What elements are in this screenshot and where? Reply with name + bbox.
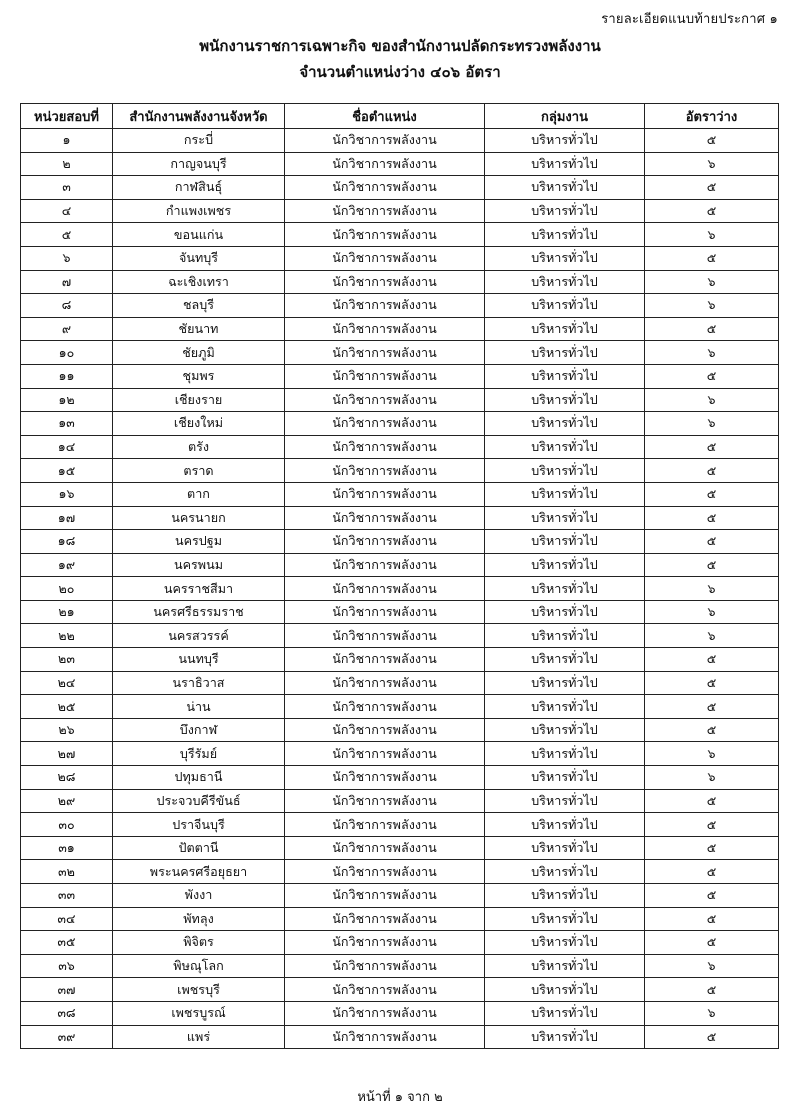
vacancy-table <box>20 103 779 1049</box>
exam-unit-cell: ๑๙ <box>21 553 113 577</box>
position-cell: นักวิชาการพลังงาน <box>285 766 485 790</box>
table-row <box>21 294 779 318</box>
vacancy-count-cell: ๖ <box>645 223 779 247</box>
exam-unit-cell: ๓๙ <box>21 1025 113 1049</box>
exam-unit-cell: ๒๑ <box>21 600 113 624</box>
province-cell: พิษณุโลก <box>113 954 285 978</box>
table-row <box>21 978 779 1002</box>
position-cell: นักวิชาการพลังงาน <box>285 789 485 813</box>
exam-unit-cell: ๑ <box>21 129 113 153</box>
table-row <box>21 624 779 648</box>
table-row <box>21 129 779 153</box>
vacancy-count-cell: ๖ <box>645 341 779 365</box>
exam-unit-cell: ๔ <box>21 199 113 223</box>
exam-unit-cell: ๑๕ <box>21 459 113 483</box>
vacancy-count-cell: ๕ <box>645 789 779 813</box>
position-cell: นักวิชาการพลังงาน <box>285 907 485 931</box>
position-cell: นักวิชาการพลังงาน <box>285 388 485 412</box>
work-group-cell: บริหารทั่วไป <box>485 459 645 483</box>
vacancy-count-cell: ๕ <box>645 860 779 884</box>
vacancy-count-cell: ๕ <box>645 671 779 695</box>
column-header-vacancies: อัตราว่าง <box>645 104 779 129</box>
exam-unit-cell: ๓๕ <box>21 931 113 955</box>
table-row <box>21 270 779 294</box>
work-group-cell: บริหารทั่วไป <box>485 648 645 672</box>
exam-unit-cell: ๒๗ <box>21 742 113 766</box>
province-cell: ชลบุรี <box>113 294 285 318</box>
work-group-cell: บริหารทั่วไป <box>485 742 645 766</box>
vacancy-count-cell: ๕ <box>645 530 779 554</box>
vacancy-count-cell: ๕ <box>645 978 779 1002</box>
exam-unit-cell: ๑๐ <box>21 341 113 365</box>
vacancy-count-cell: ๖ <box>645 152 779 176</box>
province-cell: นนทบุรี <box>113 648 285 672</box>
work-group-cell: บริหารทั่วไป <box>485 884 645 908</box>
province-cell: น่าน <box>113 695 285 719</box>
exam-unit-cell: ๒๘ <box>21 766 113 790</box>
province-cell: พัทลุง <box>113 907 285 931</box>
column-header-provincial-office: สำนักงานพลังงานจังหวัด <box>113 104 285 129</box>
vacancy-count-cell: ๕ <box>645 176 779 200</box>
position-cell: นักวิชาการพลังงาน <box>285 246 485 270</box>
work-group-cell: บริหารทั่วไป <box>485 482 645 506</box>
vacancy-count-cell: ๖ <box>645 1001 779 1025</box>
work-group-cell: บริหารทั่วไป <box>485 176 645 200</box>
vacancy-count-cell: ๖ <box>645 624 779 648</box>
vacancy-count-cell: ๖ <box>645 294 779 318</box>
province-cell: ปัตตานี <box>113 836 285 860</box>
vacancy-count-cell: ๕ <box>645 884 779 908</box>
exam-unit-cell: ๓๑ <box>21 836 113 860</box>
exam-unit-cell: ๒๓ <box>21 648 113 672</box>
position-cell: นักวิชาการพลังงาน <box>285 176 485 200</box>
work-group-cell: บริหารทั่วไป <box>485 1001 645 1025</box>
table-row <box>21 435 779 459</box>
province-cell: ตราด <box>113 459 285 483</box>
province-cell: ฉะเชิงเทรา <box>113 270 285 294</box>
position-cell: นักวิชาการพลังงาน <box>285 813 485 837</box>
work-group-cell: บริหารทั่วไป <box>485 223 645 247</box>
vacancy-count-cell: ๖ <box>645 600 779 624</box>
province-cell: กาฬสินธุ์ <box>113 176 285 200</box>
province-cell: ชัยภูมิ <box>113 341 285 365</box>
position-cell: นักวิชาการพลังงาน <box>285 435 485 459</box>
table-row <box>21 317 779 341</box>
position-cell: นักวิชาการพลังงาน <box>285 506 485 530</box>
table-row <box>21 600 779 624</box>
exam-unit-cell: ๒๕ <box>21 695 113 719</box>
position-cell: นักวิชาการพลังงาน <box>285 742 485 766</box>
position-cell: นักวิชาการพลังงาน <box>285 553 485 577</box>
position-cell: นักวิชาการพลังงาน <box>285 223 485 247</box>
position-cell: นักวิชาการพลังงาน <box>285 577 485 601</box>
table-row <box>21 907 779 931</box>
position-cell: นักวิชาการพลังงาน <box>285 152 485 176</box>
position-cell: นักวิชาการพลังงาน <box>285 600 485 624</box>
column-header-position: ชื่อตำแหน่ง <box>285 104 485 129</box>
exam-unit-cell: ๓๒ <box>21 860 113 884</box>
position-cell: นักวิชาการพลังงาน <box>285 648 485 672</box>
exam-unit-cell: ๑๓ <box>21 412 113 436</box>
work-group-cell: บริหารทั่วไป <box>485 1025 645 1049</box>
exam-unit-cell: ๑๗ <box>21 506 113 530</box>
province-cell: พิจิตร <box>113 931 285 955</box>
work-group-cell: บริหารทั่วไป <box>485 695 645 719</box>
work-group-cell: บริหารทั่วไป <box>485 836 645 860</box>
work-group-cell: บริหารทั่วไป <box>485 907 645 931</box>
province-cell: แพร่ <box>113 1025 285 1049</box>
table-row <box>21 1001 779 1025</box>
work-group-cell: บริหารทั่วไป <box>485 435 645 459</box>
work-group-cell: บริหารทั่วไป <box>485 530 645 554</box>
work-group-cell: บริหารทั่วไป <box>485 199 645 223</box>
table-row <box>21 789 779 813</box>
province-cell: พระนครศรีอยุธยา <box>113 860 285 884</box>
table-row <box>21 341 779 365</box>
exam-unit-cell: ๓๓ <box>21 884 113 908</box>
exam-unit-cell: ๓๘ <box>21 1001 113 1025</box>
table-row <box>21 246 779 270</box>
work-group-cell: บริหารทั่วไป <box>485 671 645 695</box>
vacancy-count-cell: ๖ <box>645 270 779 294</box>
table-row <box>21 954 779 978</box>
position-cell: นักวิชาการพลังงาน <box>285 199 485 223</box>
table-body <box>21 129 779 1049</box>
position-cell: นักวิชาการพลังงาน <box>285 954 485 978</box>
table-row <box>21 931 779 955</box>
work-group-cell: บริหารทั่วไป <box>485 813 645 837</box>
exam-unit-cell: ๑๑ <box>21 364 113 388</box>
work-group-cell: บริหารทั่วไป <box>485 506 645 530</box>
document-title: พนักงานราชการเฉพาะกิจ ของสำนักงานปลัดกระทรวงพลังงาน <box>199 37 601 55</box>
exam-unit-cell: ๒๒ <box>21 624 113 648</box>
vacancy-count-cell: ๕ <box>645 317 779 341</box>
province-cell: นราธิวาส <box>113 671 285 695</box>
table-row <box>21 506 779 530</box>
vacancy-count-cell: ๕ <box>645 246 779 270</box>
province-cell: ปทุมธานี <box>113 766 285 790</box>
province-cell: ชุมพร <box>113 364 285 388</box>
vacancy-count-cell: ๕ <box>645 364 779 388</box>
province-cell: นครศรีธรรมราช <box>113 600 285 624</box>
position-cell: นักวิชาการพลังงาน <box>285 718 485 742</box>
vacancy-count-cell: ๕ <box>645 482 779 506</box>
vacancy-count-cell: ๖ <box>645 742 779 766</box>
vacancy-count-cell: ๕ <box>645 836 779 860</box>
exam-unit-cell: ๓ <box>21 176 113 200</box>
exam-unit-cell: ๒๖ <box>21 718 113 742</box>
exam-unit-cell: ๑๖ <box>21 482 113 506</box>
table-row <box>21 223 779 247</box>
exam-unit-cell: ๙ <box>21 317 113 341</box>
exam-unit-cell: ๗ <box>21 270 113 294</box>
vacancy-count-cell: ๖ <box>645 577 779 601</box>
table-row <box>21 553 779 577</box>
province-cell: เชียงใหม่ <box>113 412 285 436</box>
work-group-cell: บริหารทั่วไป <box>485 624 645 648</box>
table-header-row <box>21 104 779 129</box>
vacancy-count-cell: ๕ <box>645 553 779 577</box>
province-cell: ประจวบคีรีขันธ์ <box>113 789 285 813</box>
table-row <box>21 388 779 412</box>
position-cell: นักวิชาการพลังงาน <box>285 317 485 341</box>
table-row <box>21 766 779 790</box>
work-group-cell: บริหารทั่วไป <box>485 766 645 790</box>
table-row <box>21 695 779 719</box>
vacancy-count-cell: ๕ <box>645 718 779 742</box>
work-group-cell: บริหารทั่วไป <box>485 388 645 412</box>
province-cell: กาญจนบุรี <box>113 152 285 176</box>
work-group-cell: บริหารทั่วไป <box>485 294 645 318</box>
exam-unit-cell: ๒๐ <box>21 577 113 601</box>
table-row <box>21 671 779 695</box>
exam-unit-cell: ๑๘ <box>21 530 113 554</box>
position-cell: นักวิชาการพลังงาน <box>285 624 485 648</box>
work-group-cell: บริหารทั่วไป <box>485 317 645 341</box>
position-cell: นักวิชาการพลังงาน <box>285 482 485 506</box>
vacancy-count-cell: ๖ <box>645 766 779 790</box>
work-group-cell: บริหารทั่วไป <box>485 789 645 813</box>
exam-unit-cell: ๓๐ <box>21 813 113 837</box>
work-group-cell: บริหารทั่วไป <box>485 931 645 955</box>
vacancy-count-cell: ๕ <box>645 695 779 719</box>
vacancy-count-cell: ๕ <box>645 1025 779 1049</box>
vacancy-count-cell: ๕ <box>645 129 779 153</box>
table-row <box>21 648 779 672</box>
vacancy-count-cell: ๖ <box>645 412 779 436</box>
work-group-cell: บริหารทั่วไป <box>485 954 645 978</box>
table-row <box>21 152 779 176</box>
table-row <box>21 199 779 223</box>
position-cell: นักวิชาการพลังงาน <box>285 364 485 388</box>
exam-unit-cell: ๑๔ <box>21 435 113 459</box>
exam-unit-cell: ๓๔ <box>21 907 113 931</box>
page-number: หน้าที่ ๑ จาก ๒ <box>357 1090 443 1105</box>
province-cell: ตรัง <box>113 435 285 459</box>
exam-unit-cell: ๓๖ <box>21 954 113 978</box>
table-row <box>21 459 779 483</box>
vacancy-count-cell: ๕ <box>645 648 779 672</box>
exam-unit-cell: ๘ <box>21 294 113 318</box>
exam-unit-cell: ๓๗ <box>21 978 113 1002</box>
position-cell: นักวิชาการพลังงาน <box>285 270 485 294</box>
work-group-cell: บริหารทั่วไป <box>485 246 645 270</box>
exam-unit-cell: ๒ <box>21 152 113 176</box>
position-cell: นักวิชาการพลังงาน <box>285 530 485 554</box>
province-cell: เพชรบูรณ์ <box>113 1001 285 1025</box>
table-row <box>21 860 779 884</box>
vacancy-count-cell: ๕ <box>645 506 779 530</box>
column-header-exam-unit: หน่วยสอบที่ <box>21 104 113 129</box>
position-cell: นักวิชาการพลังงาน <box>285 459 485 483</box>
province-cell: พังงา <box>113 884 285 908</box>
exam-unit-cell: ๖ <box>21 246 113 270</box>
province-cell: เพชรบุรี <box>113 978 285 1002</box>
vacancy-count-cell: ๕ <box>645 435 779 459</box>
work-group-cell: บริหารทั่วไป <box>485 553 645 577</box>
position-cell: นักวิชาการพลังงาน <box>285 836 485 860</box>
province-cell: กำแพงเพชร <box>113 199 285 223</box>
province-cell: นครพนม <box>113 553 285 577</box>
province-cell: ชัยนาท <box>113 317 285 341</box>
vacancy-count-cell: ๕ <box>645 813 779 837</box>
table-row <box>21 482 779 506</box>
vacancy-count-cell: ๕ <box>645 459 779 483</box>
table-row <box>21 530 779 554</box>
exam-unit-cell: ๕ <box>21 223 113 247</box>
table-row <box>21 742 779 766</box>
work-group-cell: บริหารทั่วไป <box>485 129 645 153</box>
table-row <box>21 412 779 436</box>
table-row <box>21 577 779 601</box>
position-cell: นักวิชาการพลังงาน <box>285 1001 485 1025</box>
position-cell: นักวิชาการพลังงาน <box>285 341 485 365</box>
work-group-cell: บริหารทั่วไป <box>485 718 645 742</box>
work-group-cell: บริหารทั่วไป <box>485 341 645 365</box>
work-group-cell: บริหารทั่วไป <box>485 600 645 624</box>
exam-unit-cell: ๒๔ <box>21 671 113 695</box>
province-cell: บุรีรัมย์ <box>113 742 285 766</box>
vacancy-count-cell: ๕ <box>645 931 779 955</box>
work-group-cell: บริหารทั่วไป <box>485 270 645 294</box>
province-cell: นครสวรรค์ <box>113 624 285 648</box>
work-group-cell: บริหารทั่วไป <box>485 860 645 884</box>
position-cell: นักวิชาการพลังงาน <box>285 671 485 695</box>
position-cell: นักวิชาการพลังงาน <box>285 931 485 955</box>
exam-unit-cell: ๑๒ <box>21 388 113 412</box>
vacancy-count-cell: ๕ <box>645 199 779 223</box>
vacancy-count-cell: ๖ <box>645 954 779 978</box>
position-cell: นักวิชาการพลังงาน <box>285 1025 485 1049</box>
province-cell: เชียงราย <box>113 388 285 412</box>
vacancy-count-cell: ๕ <box>645 907 779 931</box>
position-cell: นักวิชาการพลังงาน <box>285 294 485 318</box>
work-group-cell: บริหารทั่วไป <box>485 152 645 176</box>
province-cell: กระบี่ <box>113 129 285 153</box>
position-cell: นักวิชาการพลังงาน <box>285 695 485 719</box>
table-row <box>21 836 779 860</box>
column-header-work-group: กลุ่มงาน <box>485 104 645 129</box>
attachment-reference: รายละเอียดแนบท้ายประกาศ ๑ <box>601 12 778 27</box>
province-cell: ขอนแก่น <box>113 223 285 247</box>
table-row <box>21 718 779 742</box>
province-cell: ปราจีนบุรี <box>113 813 285 837</box>
province-cell: บึงกาฬ <box>113 718 285 742</box>
work-group-cell: บริหารทั่วไป <box>485 412 645 436</box>
province-cell: นครนายก <box>113 506 285 530</box>
vacancy-count-cell: ๖ <box>645 388 779 412</box>
table-row <box>21 1025 779 1049</box>
position-cell: นักวิชาการพลังงาน <box>285 978 485 1002</box>
work-group-cell: บริหารทั่วไป <box>485 364 645 388</box>
position-cell: นักวิชาการพลังงาน <box>285 412 485 436</box>
exam-unit-cell: ๒๙ <box>21 789 113 813</box>
position-cell: นักวิชาการพลังงาน <box>285 884 485 908</box>
province-cell: จันทบุรี <box>113 246 285 270</box>
position-cell: นักวิชาการพลังงาน <box>285 860 485 884</box>
table-row <box>21 364 779 388</box>
position-cell: นักวิชาการพลังงาน <box>285 129 485 153</box>
province-cell: นครปฐม <box>113 530 285 554</box>
province-cell: นครราชสีมา <box>113 577 285 601</box>
table-row <box>21 176 779 200</box>
work-group-cell: บริหารทั่วไป <box>485 978 645 1002</box>
province-cell: ตาก <box>113 482 285 506</box>
work-group-cell: บริหารทั่วไป <box>485 577 645 601</box>
table-row <box>21 884 779 908</box>
document-subtitle: จำนวนตำแหน่งว่าง ๔๐๖ อัตรา <box>299 63 501 81</box>
table-row <box>21 813 779 837</box>
